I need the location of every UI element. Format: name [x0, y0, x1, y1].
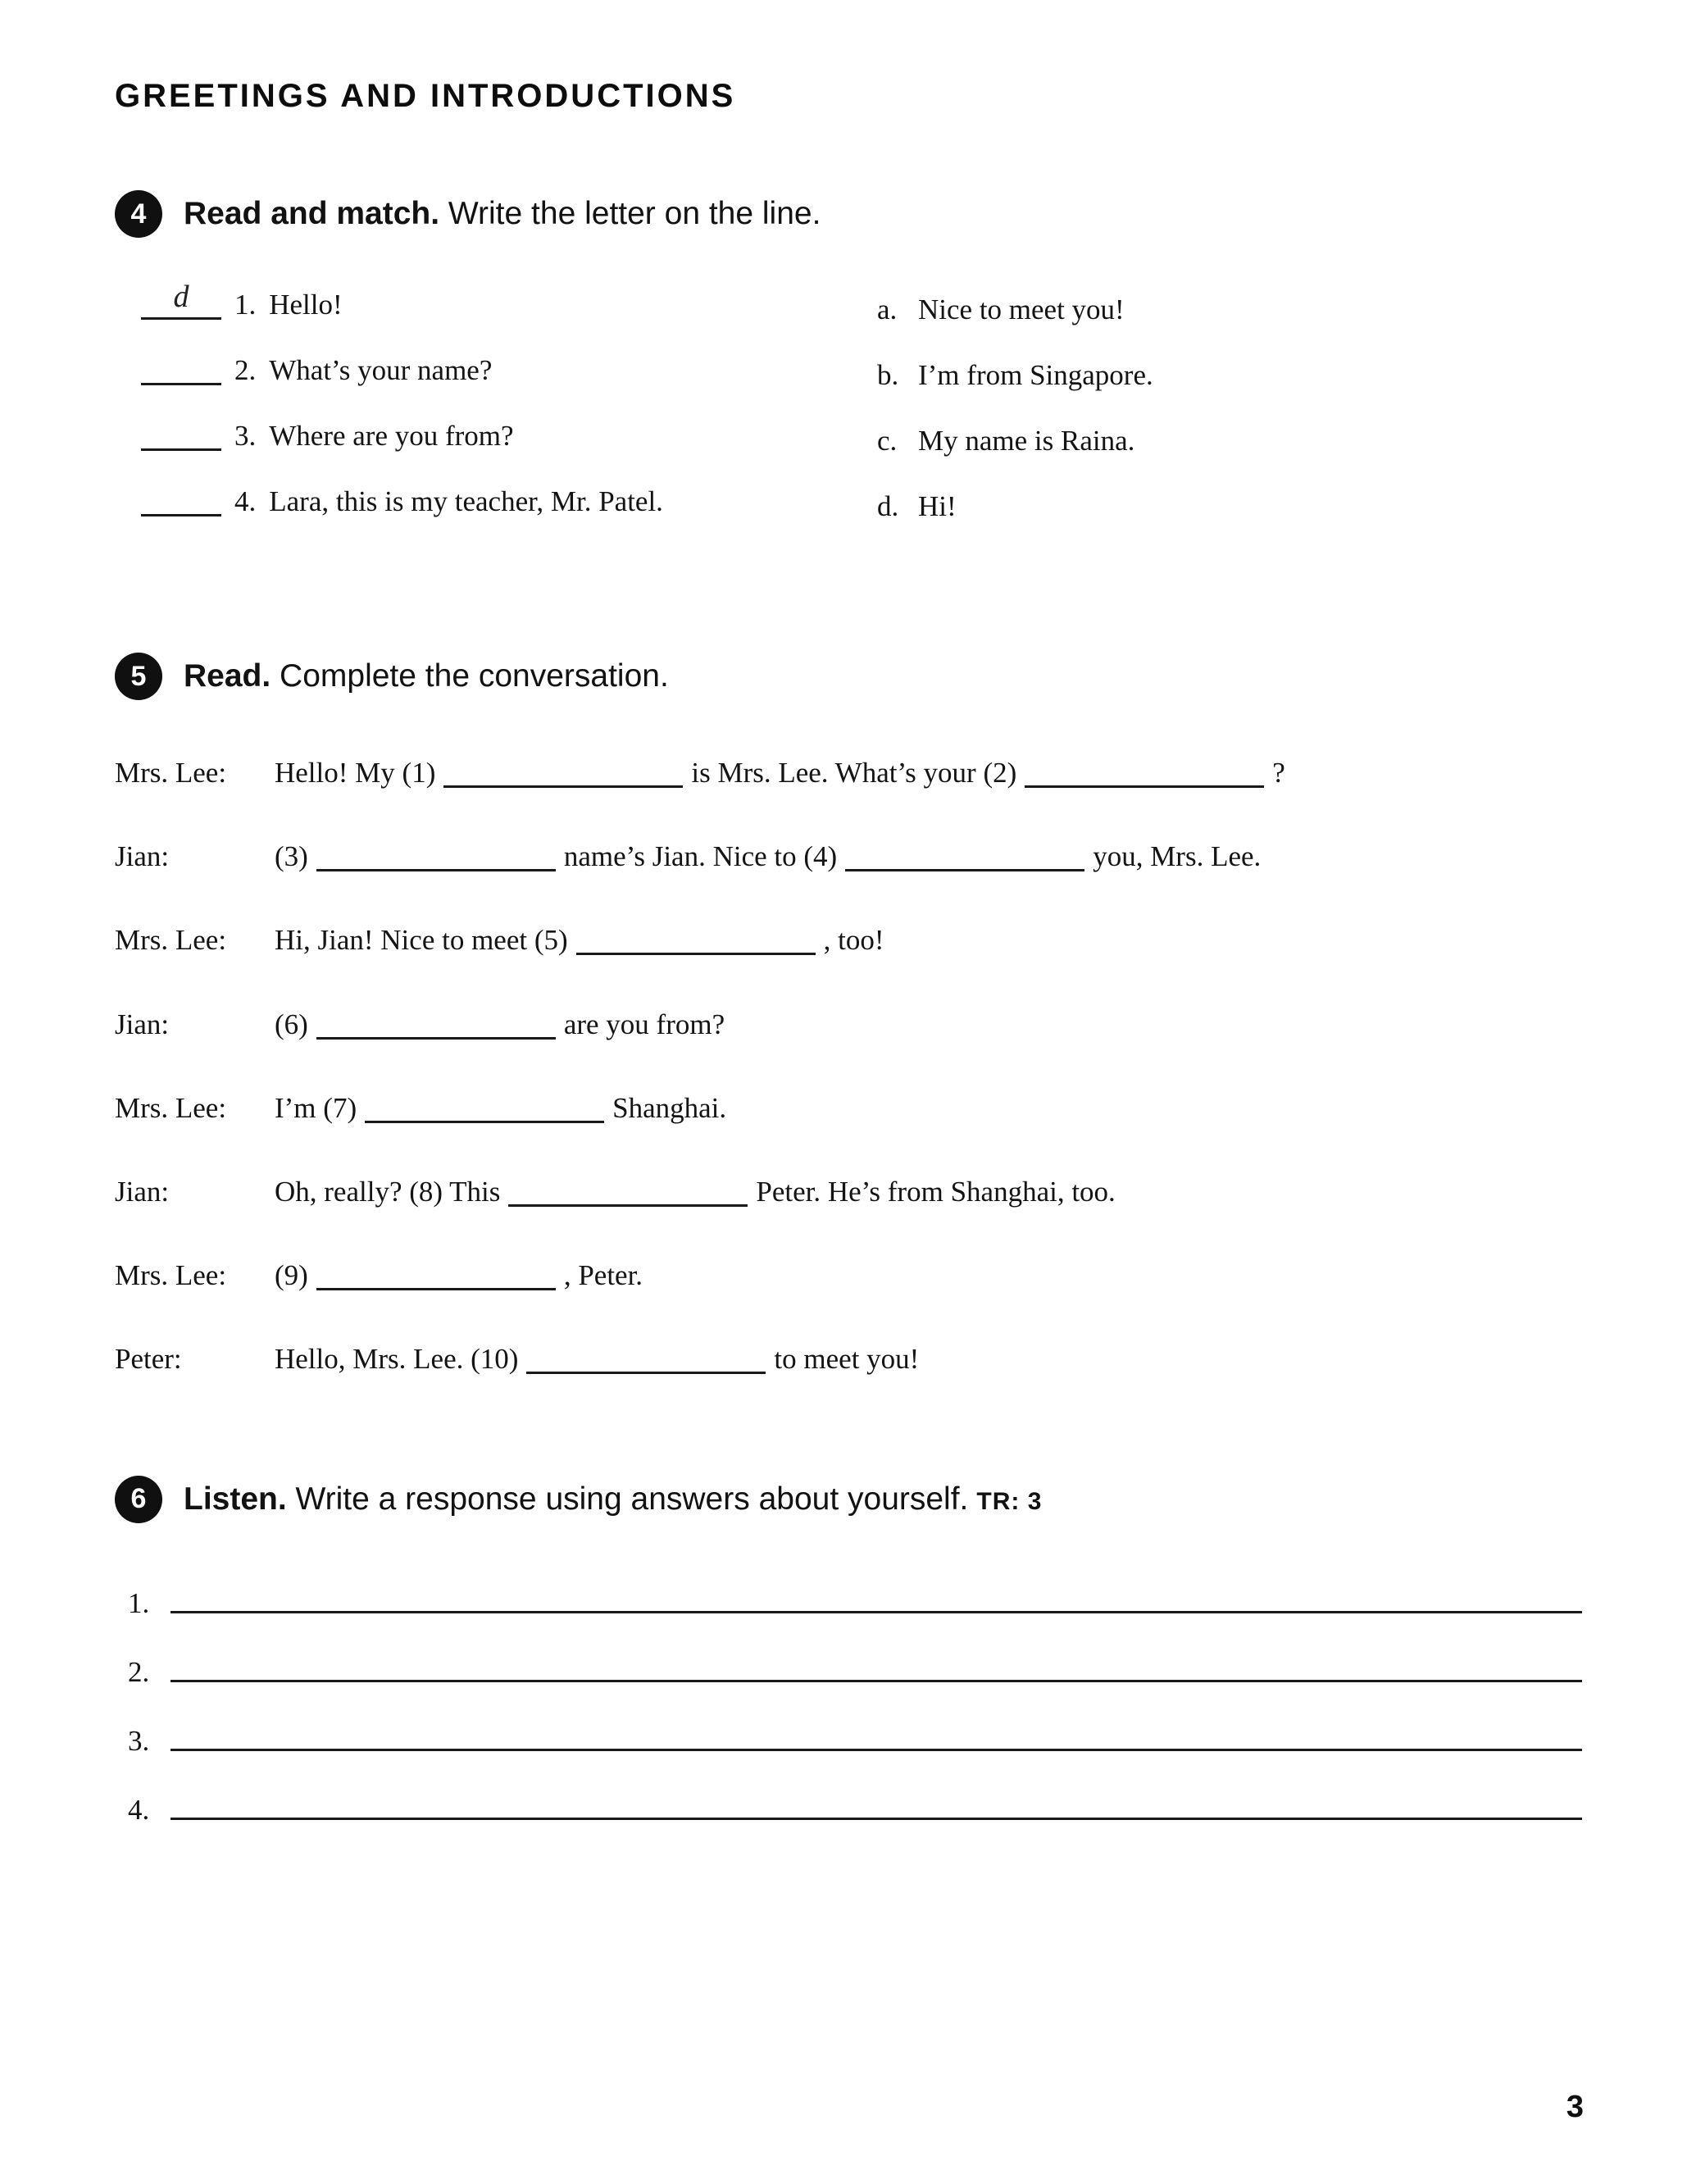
- write-in-line-2: [170, 1672, 1582, 1682]
- text-segment: is Mrs. Lee. What’s your (2): [691, 757, 1017, 789]
- answer-text: Hi!: [918, 490, 957, 522]
- fill-in-blank-9: [316, 1261, 556, 1290]
- speaker-label: Mrs. Lee:: [115, 757, 227, 789]
- question-text: Hello!: [269, 289, 343, 321]
- conversation-text: [275, 1340, 1582, 1378]
- exercise-5-number-badge: 5: [115, 653, 162, 700]
- exercise-6-header: [115, 1476, 1582, 1523]
- conversation-text: [275, 754, 1582, 792]
- answer-blank-4: [141, 487, 221, 516]
- answer-letter: c.: [877, 425, 898, 457]
- text-segment: (3): [275, 840, 308, 873]
- answer-text: My name is Raina.: [918, 425, 1135, 457]
- exercise-5-instructions: Complete the conversation.: [280, 658, 669, 694]
- exercise-6-title-bold: Listen.: [184, 1481, 287, 1517]
- speaker-label: Jian:: [115, 840, 170, 873]
- conversation-line-5: [115, 1090, 1582, 1127]
- fill-in-blank-6: [316, 1010, 556, 1040]
- exercise-6-number-badge: 6: [115, 1476, 162, 1523]
- question-text: Where are you from?: [269, 420, 514, 452]
- match-answer-c: [877, 425, 1582, 457]
- exercise-5-title: [184, 658, 669, 694]
- conversation-line-1: [115, 754, 1582, 792]
- conversation-text: [275, 921, 1582, 959]
- conversation-text: [275, 1006, 1582, 1044]
- match-answer-d: [877, 490, 1582, 523]
- exercise-6: [115, 1476, 1582, 1827]
- conversation-line-3: [115, 921, 1582, 959]
- text-segment: Shanghai.: [612, 1091, 727, 1124]
- conversation-line-8: [115, 1340, 1582, 1378]
- response-line-2: [128, 1656, 1582, 1689]
- response-lines: [115, 1587, 1582, 1827]
- match-answer-a: [877, 293, 1582, 326]
- write-in-line-4: [170, 1810, 1582, 1820]
- answer-text: Nice to meet you!: [918, 293, 1125, 325]
- exercise-4: [115, 190, 1582, 556]
- fill-in-blank-1: [443, 758, 683, 788]
- response-line-1: [128, 1587, 1582, 1620]
- exercise-6-title: [184, 1481, 1042, 1517]
- write-in-line-1: [170, 1604, 1582, 1613]
- speaker-label: Mrs. Lee:: [115, 1259, 227, 1292]
- exercise-4-title-bold: Read and match.: [184, 196, 440, 231]
- exercise-4-number-badge: 4: [115, 190, 162, 238]
- matching-questions: [115, 280, 877, 556]
- exercise-4-title: [184, 196, 821, 232]
- match-question-3: [141, 420, 877, 453]
- conversation-text: [275, 838, 1582, 876]
- speaker-label: Mrs. Lee:: [115, 1091, 227, 1124]
- speaker-label: Jian:: [115, 1008, 170, 1040]
- response-line-3: [128, 1725, 1582, 1758]
- fill-in-blank-2: [1025, 758, 1264, 788]
- speaker-label: Mrs. Lee:: [115, 924, 227, 957]
- text-segment: Hello! My (1): [275, 757, 436, 789]
- text-segment: , too!: [823, 924, 884, 957]
- match-question-1: [141, 280, 877, 321]
- write-in-line-3: [170, 1741, 1582, 1751]
- text-segment: (9): [275, 1259, 308, 1292]
- matching-columns: [115, 280, 1582, 556]
- question-number: 3.: [234, 420, 257, 452]
- answer-blank-2: [141, 356, 221, 385]
- answer-blank-3: [141, 421, 221, 451]
- text-segment: Hello, Mrs. Lee. (10): [275, 1343, 519, 1376]
- exercise-5-header: [115, 653, 1582, 700]
- match-question-4: [141, 485, 877, 518]
- matching-answers: [877, 289, 1582, 556]
- response-number: 4.: [128, 1793, 150, 1826]
- text-segment: Oh, really? (8) This: [275, 1175, 501, 1208]
- question-number: 2.: [234, 354, 257, 386]
- fill-in-blank-8: [508, 1177, 748, 1207]
- question-text: Lara, this is my teacher, Mr. Patel.: [269, 485, 663, 517]
- conversation-text: [275, 1090, 1582, 1127]
- conversation: [115, 754, 1582, 1379]
- question-number: 1.: [234, 289, 257, 321]
- answer-letter: a.: [877, 293, 898, 325]
- text-segment: (6): [275, 1008, 308, 1040]
- response-line-4: [128, 1794, 1582, 1827]
- text-segment: Peter. He’s from Shanghai, too.: [756, 1175, 1116, 1208]
- speaker-label: Jian:: [115, 1175, 170, 1208]
- question-text: What’s your name?: [269, 354, 493, 386]
- speaker-label: Peter:: [115, 1343, 182, 1376]
- fill-in-blank-4: [845, 842, 1084, 871]
- answer-text: I’m from Singapore.: [918, 359, 1153, 391]
- fill-in-blank-7: [365, 1094, 604, 1123]
- exercise-5: [115, 653, 1582, 1379]
- text-segment: you, Mrs. Lee.: [1093, 840, 1262, 873]
- exercise-4-header: [115, 190, 1582, 238]
- conversation-line-4: [115, 1006, 1582, 1044]
- answer-blank-1: [141, 280, 221, 320]
- text-segment: , Peter.: [563, 1259, 643, 1292]
- text-segment: to meet you!: [774, 1343, 920, 1376]
- answer-letter: d.: [877, 490, 899, 522]
- conversation-line-7: [115, 1257, 1582, 1294]
- fill-in-blank-3: [316, 842, 556, 871]
- audio-track-label: TR: 3: [976, 1487, 1043, 1515]
- fill-in-blank-5: [576, 926, 816, 955]
- text-segment: I’m (7): [275, 1091, 357, 1124]
- question-number: 4.: [234, 485, 257, 517]
- exercise-5-title-bold: Read.: [184, 658, 271, 694]
- conversation-line-2: [115, 838, 1582, 876]
- exercise-6-instructions: Write a response using answers about yourself.: [295, 1481, 969, 1517]
- exercise-4-instructions: Write the letter on the line.: [448, 196, 821, 231]
- page-number: 3: [1566, 2090, 1584, 2124]
- conversation-text: [275, 1173, 1582, 1211]
- handwritten-answer-1: d: [173, 280, 189, 314]
- conversation-line-6: [115, 1173, 1582, 1211]
- conversation-text: [275, 1257, 1582, 1294]
- response-number: 1.: [128, 1586, 150, 1619]
- text-segment: name’s Jian. Nice to (4): [563, 840, 838, 873]
- unit-header: GREETINGS AND INTRODUCTIONS: [115, 78, 736, 114]
- fill-in-blank-10: [526, 1345, 766, 1374]
- text-segment: Hi, Jian! Nice to meet (5): [275, 924, 568, 957]
- response-number: 2.: [128, 1655, 150, 1688]
- match-answer-b: [877, 359, 1582, 392]
- text-segment: are you from?: [563, 1008, 725, 1040]
- answer-letter: b.: [877, 359, 899, 391]
- text-segment: ?: [1272, 757, 1285, 789]
- response-number: 3.: [128, 1724, 150, 1757]
- match-question-2: [141, 354, 877, 387]
